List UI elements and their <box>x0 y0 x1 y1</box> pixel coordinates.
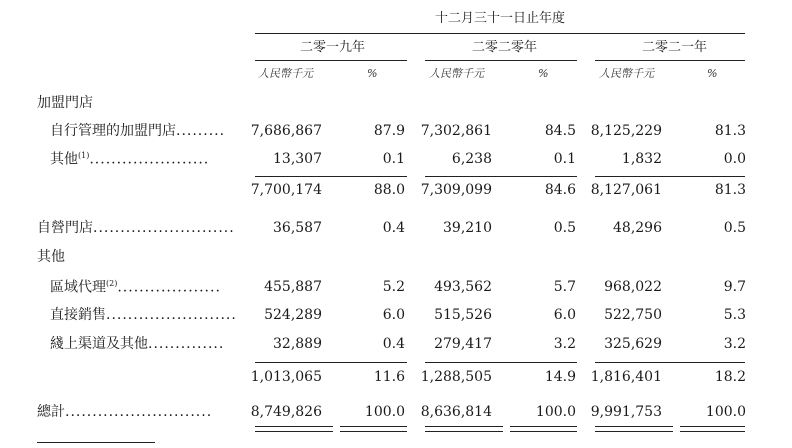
percent-cell: 100.0 <box>535 404 576 420</box>
amount-cell: 1,288,505 <box>420 369 492 385</box>
unit-pct-2019: % <box>367 67 378 80</box>
percent-cell: 11.6 <box>373 369 405 385</box>
row-label: 總計........................... <box>37 404 213 420</box>
amount-cell: 1,013,065 <box>250 369 322 385</box>
percent-cell: 14.9 <box>544 369 576 385</box>
amount-cell: 7,309,099 <box>420 182 492 198</box>
year-2019-header: 二零一九年 <box>300 40 366 55</box>
amount-cell: 8,636,814 <box>420 404 492 420</box>
percent-cell: 81.3 <box>714 182 746 198</box>
unit-pct-2021: % <box>707 67 718 80</box>
percent-cell: 18.2 <box>714 369 746 385</box>
percent-cell: 5.7 <box>553 279 576 295</box>
unit-pct-2020: % <box>538 67 549 80</box>
total-double-underline <box>340 426 407 432</box>
total-double-underline <box>510 426 577 432</box>
percent-cell: 87.9 <box>373 123 405 139</box>
amount-cell: 6,238 <box>451 151 492 167</box>
amount-cell: 1,832 <box>621 151 662 167</box>
subtotal-line-others <box>595 362 745 363</box>
year-2021-underline <box>595 60 745 61</box>
amount-cell: 9,991,753 <box>590 404 662 420</box>
amount-cell: 8,125,229 <box>590 123 662 139</box>
amount-cell: 524,289 <box>264 307 322 323</box>
unit-rmb-2020: 人民幣千元 <box>429 67 484 80</box>
subtotal-line-others <box>255 362 407 363</box>
percent-cell: 84.5 <box>544 123 576 139</box>
year-2019-underline <box>255 60 407 61</box>
amount-cell: 279,417 <box>434 336 492 352</box>
amount-cell: 36,587 <box>273 220 322 236</box>
footnote-separator <box>37 442 155 443</box>
amount-cell: 515,526 <box>434 307 492 323</box>
percent-cell: 3.2 <box>723 336 746 352</box>
amount-cell: 8,749,826 <box>250 404 322 420</box>
section-others-heading: 其他 <box>37 249 65 265</box>
subtotal-line-franchise <box>255 176 407 177</box>
section-franchise-heading: 加盟門店 <box>37 95 93 111</box>
percent-cell: 6.0 <box>382 307 405 323</box>
amount-cell: 493,562 <box>434 279 492 295</box>
row-label: 區域代理$^{(2)}$................... <box>50 279 221 296</box>
percent-cell: 0.1 <box>553 151 576 167</box>
total-double-underline <box>595 426 673 432</box>
percent-cell: 3.2 <box>553 336 576 352</box>
subtotal-line-others <box>425 362 577 363</box>
amount-cell: 7,686,867 <box>250 123 322 139</box>
percent-cell: 0.0 <box>723 151 746 167</box>
unit-rmb-2019: 人民幣千元 <box>258 67 313 80</box>
percent-cell: 0.5 <box>723 220 746 236</box>
percent-cell: 0.4 <box>382 220 405 236</box>
percent-cell: 81.3 <box>714 123 746 139</box>
percent-cell: 0.1 <box>382 151 405 167</box>
total-double-underline <box>425 426 503 432</box>
percent-cell: 0.5 <box>553 220 576 236</box>
total-double-underline <box>255 426 333 432</box>
row-label: 自營門店.......................... <box>37 220 235 236</box>
percent-cell: 9.7 <box>723 279 746 295</box>
percent-cell: 84.6 <box>544 182 576 198</box>
amount-cell: 8,127,061 <box>590 182 662 198</box>
percent-cell: 6.0 <box>553 307 576 323</box>
amount-cell: 968,022 <box>604 279 662 295</box>
period-header: 十二月三十一日止年度 <box>435 11 566 26</box>
percent-cell: 0.4 <box>382 336 405 352</box>
row-label: 直接銷售........................ <box>50 307 237 323</box>
amount-cell: 39,210 <box>443 220 492 236</box>
row-label: 其他$^{(1)}$...................... <box>50 151 210 168</box>
amount-cell: 455,887 <box>264 279 322 295</box>
amount-cell: 13,307 <box>273 151 322 167</box>
percent-cell: 100.0 <box>705 404 746 420</box>
subtotal-line-franchise <box>595 176 745 177</box>
amount-cell: 32,889 <box>273 336 322 352</box>
year-2020-underline <box>425 60 577 61</box>
percent-cell: 5.2 <box>382 279 405 295</box>
total-double-underline <box>680 426 745 432</box>
year-2021-header: 二零二一年 <box>642 40 708 55</box>
percent-cell: 88.0 <box>373 182 405 198</box>
amount-cell: 1,816,401 <box>590 369 662 385</box>
amount-cell: 48,296 <box>613 220 662 236</box>
amount-cell: 7,302,861 <box>420 123 492 139</box>
percent-cell: 5.3 <box>723 307 746 323</box>
amount-cell: 7,700,174 <box>250 182 322 198</box>
subtotal-line-franchise <box>425 176 577 177</box>
row-label: 自行管理的加盟門店......... <box>50 123 226 139</box>
row-label: 綫上渠道及其他.............. <box>50 336 225 352</box>
unit-rmb-2021: 人民幣千元 <box>599 67 654 80</box>
period-underline <box>255 33 745 34</box>
percent-cell: 100.0 <box>364 404 405 420</box>
year-2020-header: 二零二零年 <box>472 40 538 55</box>
amount-cell: 325,629 <box>604 336 662 352</box>
amount-cell: 522,750 <box>604 307 662 323</box>
